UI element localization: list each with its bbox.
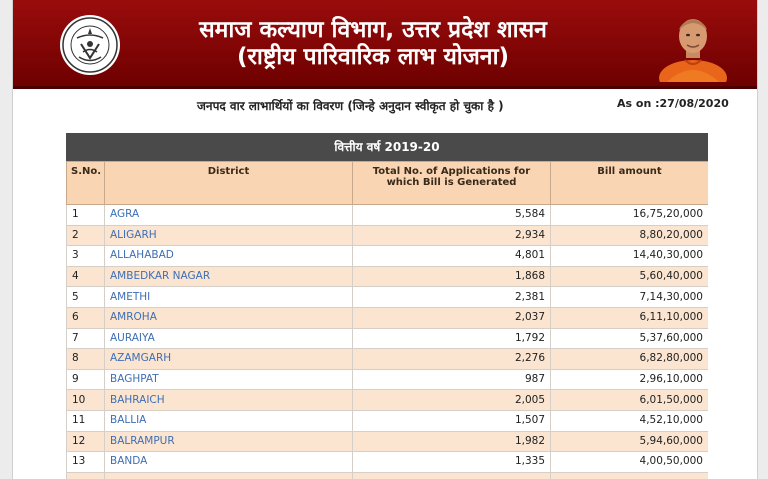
cell-bill-amount: 5,94,60,000: [551, 431, 709, 452]
cell-district-link[interactable]: BANDA: [105, 452, 353, 473]
cell-bill-amount: 16,75,20,000: [551, 205, 709, 226]
table-row: [67, 390, 709, 411]
cell-bill-amount: 2,96,10,000: [551, 369, 709, 390]
table-row: [67, 472, 709, 479]
cell-applications: [353, 472, 551, 479]
cell-applications: 2,276: [353, 349, 551, 370]
cell-district-link[interactable]: BAGHPAT: [105, 369, 353, 390]
cell-sno: 13: [67, 452, 105, 473]
cell-district-link[interactable]: ALLAHABAD: [105, 246, 353, 267]
as-on-date: As on :27/08/2020: [617, 97, 729, 110]
cell-applications: 1,982: [353, 431, 551, 452]
cell-applications: 2,005: [353, 390, 551, 411]
cell-applications: 4,801: [353, 246, 551, 267]
column-header-bill-amount: Bill amount: [551, 162, 709, 205]
financial-year-bar: वित्तीय वर्ष 2019-20: [66, 133, 708, 161]
cell-bill-amount: 5,60,40,000: [551, 266, 709, 287]
table-row: [67, 246, 709, 267]
cell-applications: 1,507: [353, 410, 551, 431]
chief-minister-photo-icon: [659, 8, 727, 82]
cell-bill-amount: 14,40,30,000: [551, 246, 709, 267]
cell-sno: 10: [67, 390, 105, 411]
scheme-title: (राष्ट्रीय पारिवारिक लाभ योजना): [236, 44, 510, 70]
table-header-row: [67, 162, 709, 205]
cell-applications: 1,792: [353, 328, 551, 349]
cell-applications: 2,037: [353, 307, 551, 328]
cell-district-link[interactable]: AMROHA: [105, 307, 353, 328]
beneficiary-table: [66, 161, 708, 479]
cell-sno: 8: [67, 349, 105, 370]
cell-district-link[interactable]: AURAIYA: [105, 328, 353, 349]
table-row: [67, 205, 709, 226]
table-row: [67, 369, 709, 390]
cell-sno: 11: [67, 410, 105, 431]
cell-sno: 6: [67, 307, 105, 328]
table-row: [67, 287, 709, 308]
cell-sno: 3: [67, 246, 105, 267]
cell-applications: 5,584: [353, 205, 551, 226]
table-row: [67, 307, 709, 328]
cell-district-link[interactable]: AMETHI: [105, 287, 353, 308]
cell-district-link: [105, 472, 353, 479]
cell-applications: 2,381: [353, 287, 551, 308]
table-row: [67, 431, 709, 452]
table-row: [67, 266, 709, 287]
subheader: [13, 97, 757, 117]
cell-district-link[interactable]: BAHRAICH: [105, 390, 353, 411]
cell-district-link[interactable]: BALLIA: [105, 410, 353, 431]
table-row: [67, 410, 709, 431]
table-row: [67, 349, 709, 370]
cell-bill-amount: 6,01,50,000: [551, 390, 709, 411]
cell-district-link[interactable]: AGRA: [105, 205, 353, 226]
column-header-applications: Total No. of Applications for which Bill is Generated: [353, 162, 551, 205]
cell-bill-amount: 5,37,60,000: [551, 328, 709, 349]
cell-applications: 1,868: [353, 266, 551, 287]
report-title: जनपद वार लाभार्थियों का विवरण (जिन्हे अनुदान स्वीकृत हो चुका है ): [197, 99, 504, 113]
table-row: [67, 225, 709, 246]
cell-district-link[interactable]: BALRAMPUR: [105, 431, 353, 452]
cell-bill-amount: 6,82,80,000: [551, 349, 709, 370]
cell-district-link[interactable]: AMBEDKAR NAGAR: [105, 266, 353, 287]
cell-sno: 5: [67, 287, 105, 308]
cell-sno: 4: [67, 266, 105, 287]
table-row: [67, 452, 709, 473]
beneficiary-table-container: [66, 133, 708, 479]
cell-sno: [67, 472, 105, 479]
column-header-district: District: [105, 162, 353, 205]
cell-bill-amount: 7,14,30,000: [551, 287, 709, 308]
up-government-emblem-icon: [59, 14, 121, 76]
cell-sno: 7: [67, 328, 105, 349]
cell-sno: 12: [67, 431, 105, 452]
cell-sno: 1: [67, 205, 105, 226]
cell-district-link[interactable]: AZAMGARH: [105, 349, 353, 370]
cell-sno: 2: [67, 225, 105, 246]
department-title: समाज कल्याण विभाग, उत्तर प्रदेश शासन: [199, 17, 547, 43]
table-row: [67, 328, 709, 349]
cell-sno: 9: [67, 369, 105, 390]
cell-applications: 1,335: [353, 452, 551, 473]
cell-district-link[interactable]: ALIGARH: [105, 225, 353, 246]
column-header-sno: S.No.: [67, 162, 105, 205]
page: [12, 0, 758, 479]
cell-bill-amount: 8,80,20,000: [551, 225, 709, 246]
header-banner: [13, 0, 757, 89]
cell-bill-amount: 4,00,50,000: [551, 452, 709, 473]
cell-bill-amount: 4,52,10,000: [551, 410, 709, 431]
cell-bill-amount: 6,11,10,000: [551, 307, 709, 328]
table-body: [67, 205, 709, 479]
cell-bill-amount: [551, 472, 709, 479]
cell-applications: 2,934: [353, 225, 551, 246]
cell-applications: 987: [353, 369, 551, 390]
